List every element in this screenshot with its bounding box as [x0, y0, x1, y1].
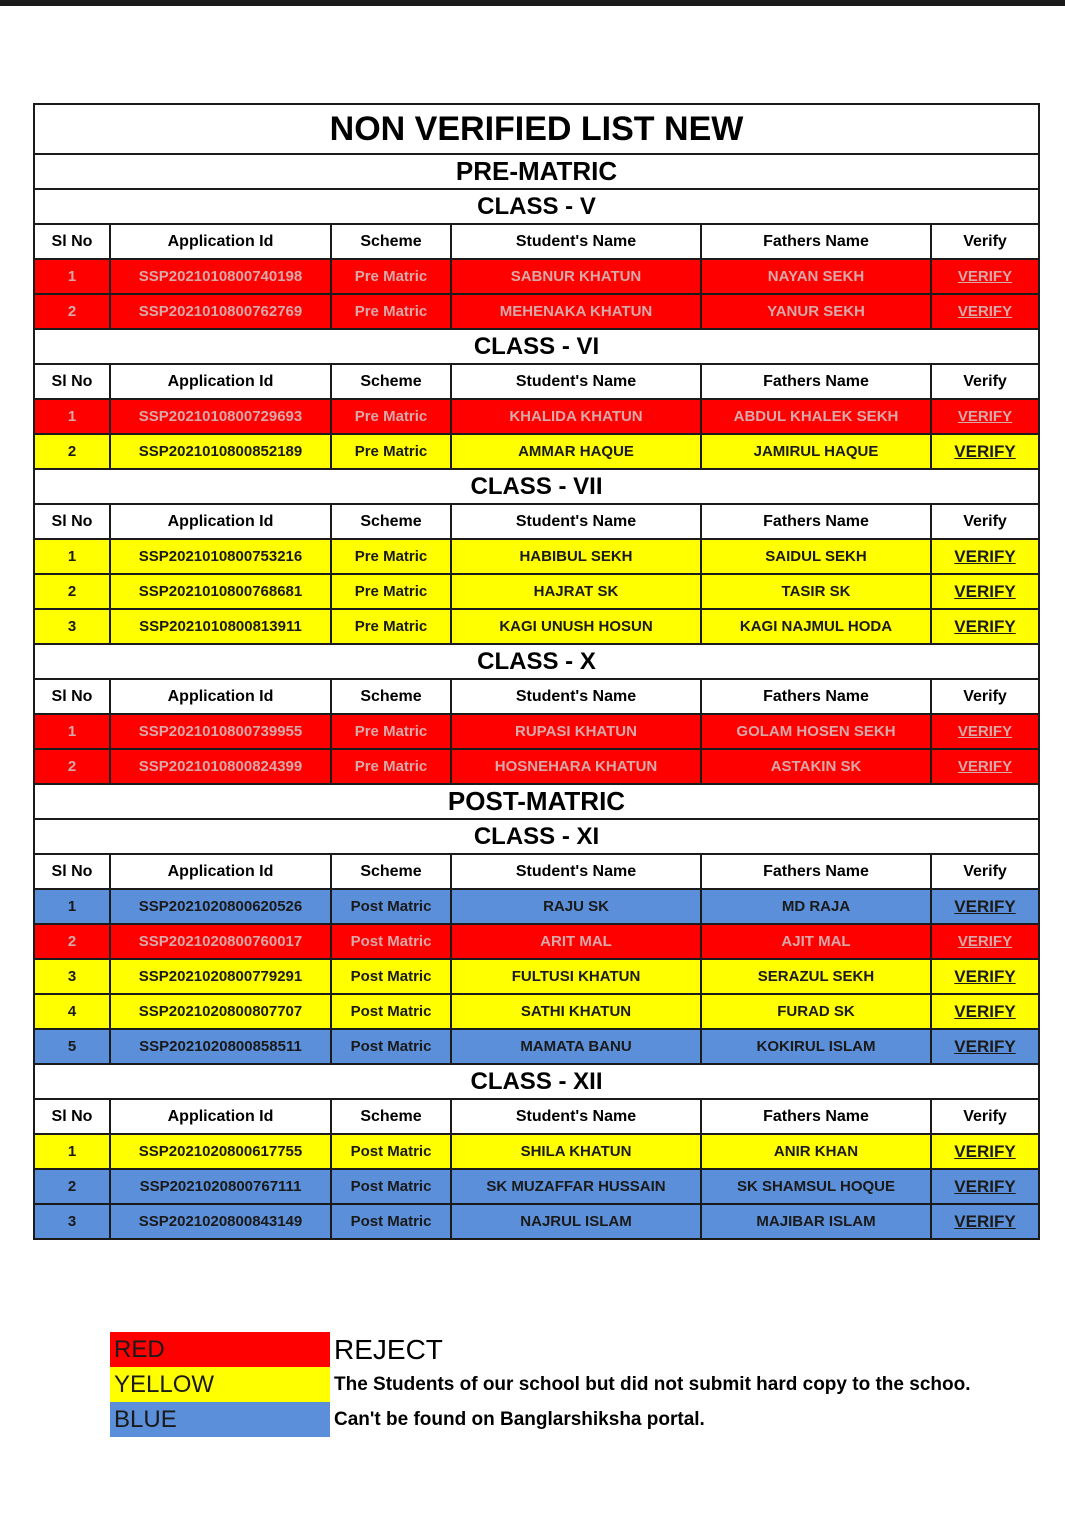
table-row: [34, 749, 1039, 784]
sl-no-cell: 1: [34, 539, 110, 574]
application-id-cell: SSP2021010800729693: [110, 399, 331, 434]
column-header-verify: Verify: [931, 1099, 1039, 1134]
legend-row-yellow: [110, 1367, 1010, 1402]
table-row: [34, 889, 1039, 924]
column-header-student-name: Student's Name: [451, 854, 701, 889]
legend-row-blue: [110, 1402, 1010, 1437]
column-header-scheme: Scheme: [331, 364, 451, 399]
verify-cell: [931, 889, 1039, 924]
column-header-sl-no: Sl No: [34, 679, 110, 714]
class-heading: CLASS - XII: [34, 1064, 1039, 1099]
father-name-cell: SERAZUL SEKH: [701, 959, 931, 994]
student-name-cell: NAJRUL ISLAM: [451, 1204, 701, 1239]
father-name-cell: SK SHAMSUL HOQUE: [701, 1169, 931, 1204]
column-header-row: [34, 1099, 1039, 1134]
verify-cell: [931, 1029, 1039, 1064]
student-name-cell: HAJRAT SK: [451, 574, 701, 609]
column-header-row: [34, 364, 1039, 399]
verify-cell: [931, 259, 1039, 294]
column-header-father-name: Fathers Name: [701, 504, 931, 539]
scheme-cell: Pre Matric: [331, 714, 451, 749]
list-title: NON VERIFIED LIST NEW: [34, 104, 1039, 154]
scheme-cell: Post Matric: [331, 1029, 451, 1064]
column-header-row: [34, 854, 1039, 889]
column-header-scheme: Scheme: [331, 224, 451, 259]
column-header-application-id: Application Id: [110, 364, 331, 399]
class-heading: CLASS - XI: [34, 819, 1039, 854]
column-header-verify: Verify: [931, 364, 1039, 399]
scheme-cell: Post Matric: [331, 889, 451, 924]
verify-link[interactable]: VERIFY: [954, 616, 1016, 636]
sl-no-cell: 2: [34, 924, 110, 959]
student-name-cell: HABIBUL SEKH: [451, 539, 701, 574]
table-row: [34, 574, 1039, 609]
column-header-sl-no: Sl No: [34, 224, 110, 259]
father-name-cell: TASIR SK: [701, 574, 931, 609]
color-legend: [110, 1332, 1010, 1437]
column-header-application-id: Application Id: [110, 224, 331, 259]
table-row: [34, 714, 1039, 749]
scheme-cell: Pre Matric: [331, 749, 451, 784]
column-header-application-id: Application Id: [110, 679, 331, 714]
verify-cell: [931, 294, 1039, 329]
verify-link[interactable]: VERIFY: [954, 966, 1016, 986]
father-name-cell: JAMIRUL HAQUE: [701, 434, 931, 469]
table-row: [34, 539, 1039, 574]
sl-no-cell: 1: [34, 889, 110, 924]
verify-link[interactable]: VERIFY: [954, 1211, 1016, 1231]
application-id-cell: SSP2021010800813911: [110, 609, 331, 644]
father-name-cell: ABDUL KHALEK SEKH: [701, 399, 931, 434]
verify-link[interactable]: VERIFY: [957, 723, 1013, 740]
verify-cell: [931, 1169, 1039, 1204]
verify-link[interactable]: VERIFY: [954, 896, 1016, 916]
column-header-scheme: Scheme: [331, 1099, 451, 1134]
column-header-student-name: Student's Name: [451, 679, 701, 714]
column-header-student-name: Student's Name: [451, 1099, 701, 1134]
father-name-cell: NAYAN SEKH: [701, 259, 931, 294]
student-name-cell: KHALIDA KHATUN: [451, 399, 701, 434]
column-header-father-name: Fathers Name: [701, 224, 931, 259]
sl-no-cell: 1: [34, 1134, 110, 1169]
father-name-cell: ANIR KHAN: [701, 1134, 931, 1169]
class-heading: CLASS - VII: [34, 469, 1039, 504]
father-name-cell: FURAD SK: [701, 994, 931, 1029]
verify-cell: [931, 574, 1039, 609]
verify-cell: [931, 994, 1039, 1029]
application-id-cell: SSP2021020800760017: [110, 924, 331, 959]
scheme-cell: Post Matric: [331, 1169, 451, 1204]
column-header-row: [34, 224, 1039, 259]
table-row: [34, 1169, 1039, 1204]
student-name-cell: FULTUSI KHATUN: [451, 959, 701, 994]
student-name-cell: SHILA KHATUN: [451, 1134, 701, 1169]
table-row: [34, 1204, 1039, 1239]
section-heading: PRE-MATRIC: [34, 154, 1039, 189]
non-verified-table: [33, 103, 1040, 1240]
verify-link[interactable]: VERIFY: [954, 1036, 1016, 1056]
legend-swatch-blue: BLUE: [110, 1402, 330, 1437]
application-id-cell: SSP2021020800858511: [110, 1029, 331, 1064]
father-name-cell: GOLAM HOSEN SEKH: [701, 714, 931, 749]
verify-cell: [931, 1204, 1039, 1239]
table-row: [34, 959, 1039, 994]
column-header-verify: Verify: [931, 854, 1039, 889]
class-heading: CLASS - VI: [34, 329, 1039, 364]
application-id-cell: SSP2021020800620526: [110, 889, 331, 924]
scheme-cell: Pre Matric: [331, 294, 451, 329]
sl-no-cell: 3: [34, 1204, 110, 1239]
verify-link[interactable]: VERIFY: [954, 581, 1016, 601]
father-name-cell: KOKIRUL ISLAM: [701, 1029, 931, 1064]
column-header-father-name: Fathers Name: [701, 854, 931, 889]
application-id-cell: SSP2021020800779291: [110, 959, 331, 994]
legend-meaning-blue: Can't be found on Banglarshiksha portal.: [334, 1409, 705, 1430]
legend-meaning-yellow: The Students of our school but did not submit hard copy to the schoo.: [334, 1374, 971, 1395]
father-name-cell: MD RAJA: [701, 889, 931, 924]
top-border-bar: [0, 0, 1065, 6]
application-id-cell: SSP2021020800843149: [110, 1204, 331, 1239]
column-header-father-name: Fathers Name: [701, 1099, 931, 1134]
legend-row-red: [110, 1332, 1010, 1367]
column-header-scheme: Scheme: [331, 504, 451, 539]
column-header-scheme: Scheme: [331, 679, 451, 714]
student-name-cell: SABNUR KHATUN: [451, 259, 701, 294]
scheme-cell: Pre Matric: [331, 399, 451, 434]
sl-no-cell: 1: [34, 399, 110, 434]
verify-cell: [931, 924, 1039, 959]
column-header-verify: Verify: [931, 224, 1039, 259]
student-name-cell: MAMATA BANU: [451, 1029, 701, 1064]
application-id-cell: SSP2021010800768681: [110, 574, 331, 609]
column-header-application-id: Application Id: [110, 1099, 331, 1134]
scheme-cell: Pre Matric: [331, 609, 451, 644]
scheme-cell: Post Matric: [331, 959, 451, 994]
sl-no-cell: 3: [34, 609, 110, 644]
application-id-cell: SSP2021010800824399: [110, 749, 331, 784]
scheme-cell: Post Matric: [331, 924, 451, 959]
table-row: [34, 259, 1039, 294]
table-row: [34, 609, 1039, 644]
column-header-row: [34, 504, 1039, 539]
verify-cell: [931, 539, 1039, 574]
father-name-cell: YANUR SEKH: [701, 294, 931, 329]
class-heading: CLASS - X: [34, 644, 1039, 679]
student-name-cell: RUPASI KHATUN: [451, 714, 701, 749]
verify-link[interactable]: VERIFY: [957, 933, 1013, 950]
sl-no-cell: 5: [34, 1029, 110, 1064]
column-header-student-name: Student's Name: [451, 504, 701, 539]
sl-no-cell: 1: [34, 259, 110, 294]
sl-no-cell: 2: [34, 434, 110, 469]
student-name-cell: HOSNEHARA KHATUN: [451, 749, 701, 784]
student-name-cell: RAJU SK: [451, 889, 701, 924]
column-header-student-name: Student's Name: [451, 224, 701, 259]
verify-cell: [931, 749, 1039, 784]
father-name-cell: SAIDUL SEKH: [701, 539, 931, 574]
sl-no-cell: 3: [34, 959, 110, 994]
application-id-cell: SSP2021020800767111: [110, 1169, 331, 1204]
sl-no-cell: 1: [34, 714, 110, 749]
sl-no-cell: 2: [34, 294, 110, 329]
verify-link[interactable]: VERIFY: [954, 1001, 1016, 1021]
verify-link[interactable]: VERIFY: [954, 441, 1016, 461]
scheme-cell: Post Matric: [331, 1134, 451, 1169]
father-name-cell: AJIT MAL: [701, 924, 931, 959]
scheme-cell: Pre Matric: [331, 434, 451, 469]
verify-cell: [931, 609, 1039, 644]
student-name-cell: MEHENAKA KHATUN: [451, 294, 701, 329]
column-header-sl-no: Sl No: [34, 854, 110, 889]
sl-no-cell: 2: [34, 1169, 110, 1204]
student-name-cell: KAGI UNUSH HOSUN: [451, 609, 701, 644]
application-id-cell: SSP2021010800753216: [110, 539, 331, 574]
student-name-cell: SATHI KHATUN: [451, 994, 701, 1029]
non-verified-list-sheet: [33, 103, 1038, 1240]
student-name-cell: AMMAR HAQUE: [451, 434, 701, 469]
column-header-sl-no: Sl No: [34, 1099, 110, 1134]
column-header-student-name: Student's Name: [451, 364, 701, 399]
column-header-scheme: Scheme: [331, 854, 451, 889]
scheme-cell: Post Matric: [331, 1204, 451, 1239]
column-header-sl-no: Sl No: [34, 504, 110, 539]
verify-link[interactable]: VERIFY: [957, 303, 1013, 320]
application-id-cell: SSP2021020800617755: [110, 1134, 331, 1169]
column-header-sl-no: Sl No: [34, 364, 110, 399]
table-row: [34, 994, 1039, 1029]
column-header-application-id: Application Id: [110, 504, 331, 539]
table-row: [34, 1134, 1039, 1169]
scheme-cell: Pre Matric: [331, 539, 451, 574]
column-header-verify: Verify: [931, 679, 1039, 714]
class-heading: CLASS - V: [34, 189, 1039, 224]
verify-link[interactable]: VERIFY: [954, 1141, 1016, 1161]
legend-meaning-red: REJECT: [334, 1334, 443, 1365]
column-header-verify: Verify: [931, 504, 1039, 539]
application-id-cell: SSP2021020800807707: [110, 994, 331, 1029]
father-name-cell: MAJIBAR ISLAM: [701, 1204, 931, 1239]
sl-no-cell: 2: [34, 574, 110, 609]
scheme-cell: Post Matric: [331, 994, 451, 1029]
verify-cell: [931, 1134, 1039, 1169]
student-name-cell: SK MUZAFFAR HUSSAIN: [451, 1169, 701, 1204]
verify-link[interactable]: VERIFY: [957, 758, 1013, 775]
scheme-cell: Pre Matric: [331, 259, 451, 294]
section-heading: POST-MATRIC: [34, 784, 1039, 819]
application-id-cell: SSP2021010800852189: [110, 434, 331, 469]
column-header-father-name: Fathers Name: [701, 679, 931, 714]
table-row: [34, 434, 1039, 469]
father-name-cell: ASTAKIN SK: [701, 749, 931, 784]
sl-no-cell: 2: [34, 749, 110, 784]
table-row: [34, 1029, 1039, 1064]
column-header-father-name: Fathers Name: [701, 364, 931, 399]
father-name-cell: KAGI NAJMUL HODA: [701, 609, 931, 644]
application-id-cell: SSP2021010800762769: [110, 294, 331, 329]
table-row: [34, 399, 1039, 434]
verify-cell: [931, 959, 1039, 994]
application-id-cell: SSP2021010800740198: [110, 259, 331, 294]
verify-cell: [931, 434, 1039, 469]
legend-swatch-red: RED: [110, 1332, 330, 1367]
verify-link[interactable]: VERIFY: [954, 1176, 1016, 1196]
legend-swatch-yellow: YELLOW: [110, 1367, 330, 1402]
student-name-cell: ARIT MAL: [451, 924, 701, 959]
verify-link[interactable]: VERIFY: [957, 268, 1013, 285]
scheme-cell: Pre Matric: [331, 574, 451, 609]
column-header-application-id: Application Id: [110, 854, 331, 889]
verify-cell: [931, 399, 1039, 434]
column-header-row: [34, 679, 1039, 714]
application-id-cell: SSP2021010800739955: [110, 714, 331, 749]
verify-link[interactable]: VERIFY: [954, 546, 1016, 566]
table-row: [34, 924, 1039, 959]
verify-link[interactable]: VERIFY: [957, 408, 1013, 425]
sl-no-cell: 4: [34, 994, 110, 1029]
table-row: [34, 294, 1039, 329]
verify-cell: [931, 714, 1039, 749]
